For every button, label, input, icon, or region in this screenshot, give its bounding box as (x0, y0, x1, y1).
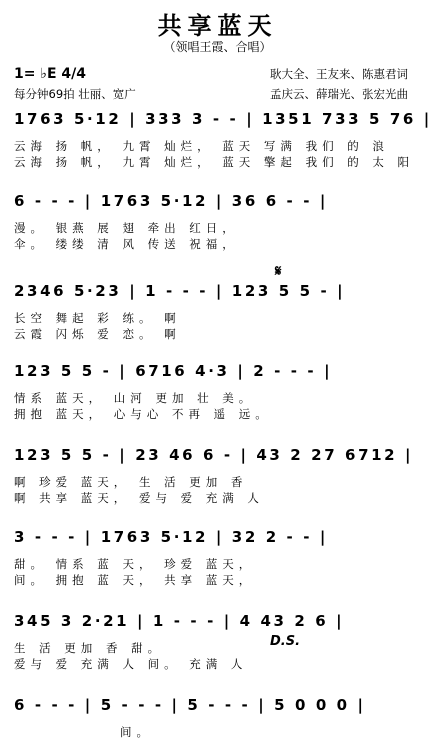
score-line-8: 6 - - - | 5 - - - | 5 - - - | 5 0 0 0 | (14, 696, 366, 714)
score-line-5: 123 5 5 - | 23 46 6 - | 43 2 27 6712 | (14, 446, 414, 464)
score-line-4: 123 5 5 - | 6716 4·3 | 2 - - - | (14, 362, 333, 380)
composer-credit: 孟庆云、薛瑞光、张宏光曲 (270, 87, 408, 101)
lyric-line-2a: 漫。 银燕 展 翅 牵出 红日， (14, 221, 239, 235)
score-line-3: 2346 5·23 | 1 - - - | 123 5 5 - | (14, 282, 346, 300)
tempo-marking: 每分钟69拍 壮丽、宽广 (14, 87, 136, 101)
lyricist-credit: 耿大全、王友来、陈惠君词 (270, 67, 408, 81)
lyric-line-8a: 间。 (120, 725, 153, 739)
song-title: 共享蓝天 (157, 12, 278, 40)
lyric-line-1a: 云海 扬 帆， 九霄 灿烂， 蓝天 写满 我们 的 浪 (14, 139, 389, 153)
lyric-line-3b: 云霞 闪烁 爱 恋。 啊 (14, 327, 181, 341)
score-line-7: 345 3 2·21 | 1 - - - | 4 43 2 6 | (14, 612, 345, 630)
lyric-line-5b: 啊 共享 蓝天， 爱与 爱 充满 人 (14, 491, 264, 505)
lyric-line-4b: 拥抱 蓝天， 心与心 不再 遥 远。 (14, 407, 272, 421)
score-line-2: 6 - - - | 1763 5·12 | 36 6 - - | (14, 192, 328, 210)
song-subtitle: （领唱王霞、合唱） (163, 40, 272, 54)
lyric-line-3a: 长空 舞起 彩 练。 啊 (14, 311, 181, 325)
lyric-line-6b: 间。 拥抱 蓝 天， 共享 蓝天， (14, 573, 256, 587)
lyric-line-7b: 爱与 爱 充满 人 间。 充满 人 (14, 657, 248, 671)
score-line-1: 1763 5·12 | 333 3 - - | 1351 733 5 76 | (14, 110, 432, 128)
segno-mark: 𝄋 (275, 262, 282, 280)
score-line-6: 3 - - - | 1763 5·12 | 32 2 - - | (14, 528, 328, 546)
lyric-line-1b: 云海 扬 帆， 九霄 灿烂， 蓝天 擎起 我们 的 太 阳 (14, 155, 415, 169)
lyric-line-5a: 啊 珍爱 蓝天， 生 活 更加 香 (14, 475, 248, 489)
lyric-line-6a: 甜。 情系 蓝 天， 珍爱 蓝天， (14, 557, 256, 571)
lyric-line-4a: 情系 蓝天， 山河 更加 壮 美。 (14, 391, 256, 405)
lyric-line-2b: 伞。 缕缕 清 风 传送 祝福， (14, 237, 239, 251)
lyric-line-7a: 生 活 更加 香 甜。 (14, 641, 165, 655)
key-signature: 1= ♭E 4/4 (14, 66, 86, 82)
ds-mark: D.S. (270, 634, 301, 649)
